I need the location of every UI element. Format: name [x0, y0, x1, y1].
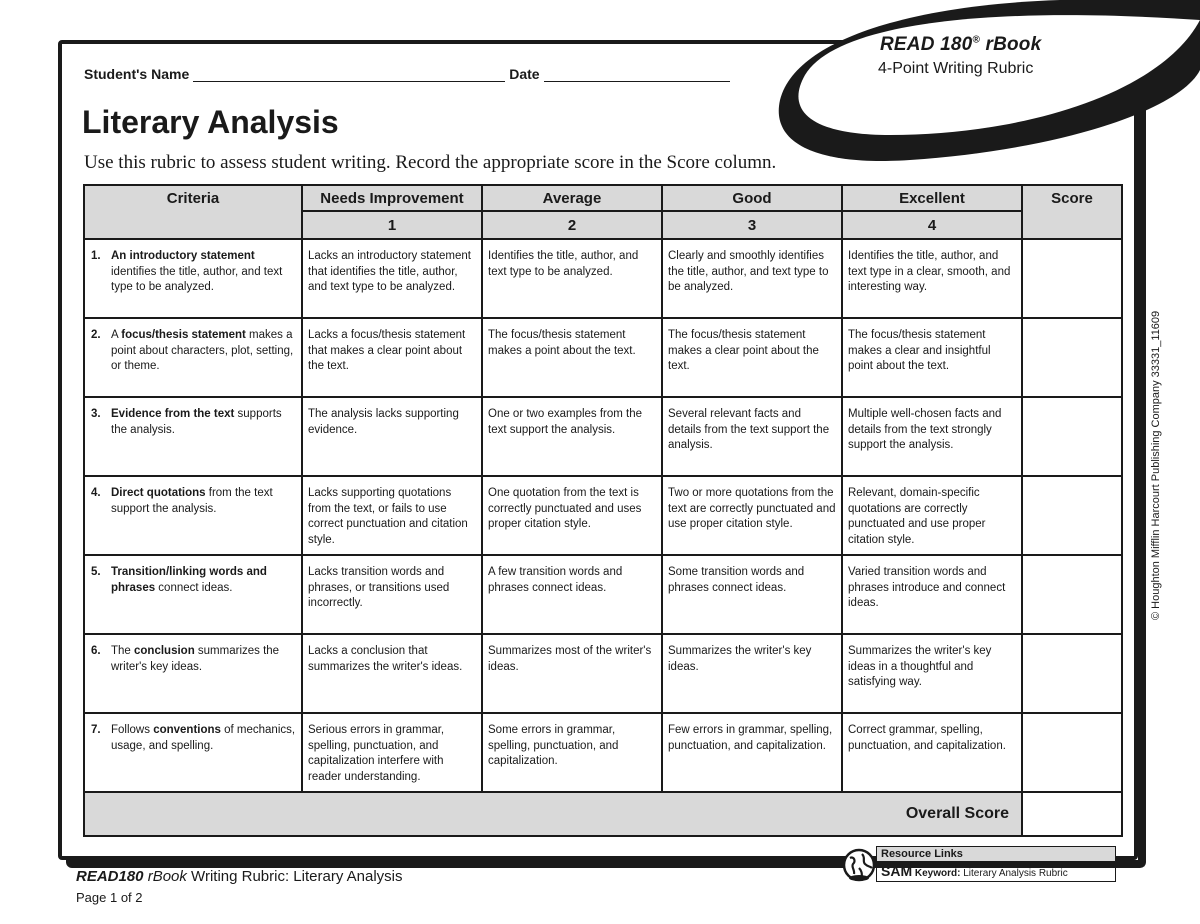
rubric-table	[83, 184, 1123, 837]
score-cell[interactable]	[1022, 634, 1122, 713]
criteria-text: An introductory statement identifies the title, author, and text type to be analyzed.	[111, 250, 283, 293]
criteria-number: 4.	[91, 487, 101, 499]
criteria-text: Transition/linking words and phrases connect ideas.	[111, 566, 267, 594]
criteria-cell	[84, 318, 302, 397]
rubric-row	[84, 476, 1122, 555]
criteria-number: 5.	[91, 566, 101, 578]
good-cell: Two or more quotations from the text are correctly punctuated and use proper citation style.	[662, 476, 842, 555]
instructions: Use this rubric to assess student writing. Record the appropriate score in the Score column.	[84, 152, 777, 173]
excellent-cell: The focus/thesis statement makes a clear and insightful point about the text.	[842, 318, 1022, 397]
globe-icon	[842, 848, 876, 882]
header-swoosh	[760, 0, 1200, 170]
resource-links	[842, 846, 1118, 884]
excellent-cell: Varied transition words and phrases introduce and connect ideas.	[842, 555, 1022, 634]
good-cell: Clearly and smoothly identifies the title, author, and text type to be analyzed.	[662, 239, 842, 318]
score-cell[interactable]	[1022, 397, 1122, 476]
needs-improvement-cell: Lacks supporting quotations from the text, or fails to use correct punctuation and citation style.	[302, 476, 482, 555]
footer-title: READ180 rBook Writing Rubric: Literary Analysis	[76, 868, 403, 885]
resource-keyword[interactable]: SAM Keyword: Literary Analysis Rubric	[876, 862, 1116, 882]
criteria-cell	[84, 713, 302, 792]
rubric-row	[84, 555, 1122, 634]
needs-improvement-cell: Serious errors in grammar, spelling, punctuation, and capitalization interfere with reader understanding.	[302, 713, 482, 792]
overall-spacer	[84, 792, 842, 836]
score-cell[interactable]	[1022, 555, 1122, 634]
average-cell: The focus/thesis statement makes a point about the text.	[482, 318, 662, 397]
average-cell: A few transition words and phrases connect ideas.	[482, 555, 662, 634]
average-cell: Identifies the title, author, and text type to be analyzed.	[482, 239, 662, 318]
needs-improvement-header: Needs Improvement	[302, 185, 482, 211]
points-2: 2	[482, 211, 662, 239]
needs-improvement-cell: Lacks a focus/thesis statement that makes a clear point about the text.	[302, 318, 482, 397]
excellent-cell: Multiple well-chosen facts and details from the text strongly support the analysis.	[842, 397, 1022, 476]
average-cell: One quotation from the text is correctly punctuated and uses proper citation style.	[482, 476, 662, 555]
criteria-cell	[84, 634, 302, 713]
score-cell[interactable]	[1022, 476, 1122, 555]
average-cell: One or two examples from the text support the analysis.	[482, 397, 662, 476]
excellent-cell: Identifies the title, author, and text type in a clear, smooth, and interesting way.	[842, 239, 1022, 318]
good-cell: Some transition words and phrases connect ideas.	[662, 555, 842, 634]
criteria-text: Evidence from the text supports the analysis.	[111, 408, 282, 436]
criteria-cell	[84, 397, 302, 476]
good-cell: The focus/thesis statement makes a clear point about the text.	[662, 318, 842, 397]
rubric-row	[84, 318, 1122, 397]
resource-links-heading: Resource Links	[876, 846, 1116, 862]
excellent-cell: Relevant, domain-specific quotations are correctly punctuated and use proper citation style.	[842, 476, 1022, 555]
score-cell[interactable]	[1022, 713, 1122, 792]
criteria-cell	[84, 476, 302, 555]
brand-title: READ 180® rBook	[880, 34, 1042, 55]
date-label: Date	[509, 66, 540, 82]
criteria-number: 3.	[91, 408, 101, 420]
overall-score-cell[interactable]	[1022, 792, 1122, 836]
excellent-cell: Correct grammar, spelling, punctuation, and capitalization.	[842, 713, 1022, 792]
points-3: 3	[662, 211, 842, 239]
criteria-text: The conclusion summarizes the writer's key ideas.	[111, 645, 280, 673]
needs-improvement-cell: Lacks a conclusion that summarizes the writer's ideas.	[302, 634, 482, 713]
overall-score-label: Overall Score	[842, 792, 1022, 836]
good-header: Good	[662, 185, 842, 211]
criteria-cell	[84, 239, 302, 318]
student-info-row	[84, 66, 734, 82]
needs-improvement-cell: Lacks transition words and phrases, or transitions used incorrectly.	[302, 555, 482, 634]
criteria-number: 2.	[91, 329, 101, 341]
date-field[interactable]	[544, 67, 730, 82]
score-cell[interactable]	[1022, 239, 1122, 318]
average-cell: Summarizes most of the writer's ideas.	[482, 634, 662, 713]
brand-subtitle: 4-Point Writing Rubric	[878, 60, 1034, 77]
copyright-notice: © Houghton Mifflin Harcourt Publishing Company 33331_11609	[1150, 310, 1162, 620]
excellent-cell: Summarizes the writer's key ideas in a thoughtful and satisfying way.	[842, 634, 1022, 713]
criteria-number: 1.	[91, 250, 101, 262]
criteria-text: Direct quotations from the text support the analysis.	[111, 487, 273, 515]
good-cell: Summarizes the writer's key ideas.	[662, 634, 842, 713]
student-name-label: Student's Name	[84, 66, 190, 82]
rubric-row	[84, 239, 1122, 318]
good-cell: Few errors in grammar, spelling, punctuation, and capitalization.	[662, 713, 842, 792]
criteria-text: A focus/thesis statement makes a point about characters, plot, setting, or theme.	[111, 329, 294, 372]
points-4: 4	[842, 211, 1022, 239]
criteria-text: Follows conventions of mechanics, usage, and spelling.	[111, 724, 296, 752]
page-title: Literary Analysis	[82, 104, 339, 140]
average-header: Average	[482, 185, 662, 211]
needs-improvement-cell: Lacks an introductory statement that identifies the title, author, and text type to be analyzed.	[302, 239, 482, 318]
criteria-number: 7.	[91, 724, 101, 736]
good-cell: Several relevant facts and details from the text support the analysis.	[662, 397, 842, 476]
excellent-header: Excellent	[842, 185, 1022, 211]
score-cell[interactable]	[1022, 318, 1122, 397]
criteria-number: 6.	[91, 645, 101, 657]
page-number: Page 1 of 2	[76, 890, 143, 905]
needs-improvement-cell: The analysis lacks supporting evidence.	[302, 397, 482, 476]
student-name-field[interactable]	[193, 67, 505, 82]
score-header: Score	[1022, 185, 1122, 239]
criteria-header: Criteria	[84, 185, 302, 239]
rubric-row	[84, 397, 1122, 476]
criteria-cell	[84, 555, 302, 634]
points-1: 1	[302, 211, 482, 239]
rubric-row	[84, 713, 1122, 792]
rubric-row	[84, 634, 1122, 713]
average-cell: Some errors in grammar, spelling, punctuation, and capitalization.	[482, 713, 662, 792]
